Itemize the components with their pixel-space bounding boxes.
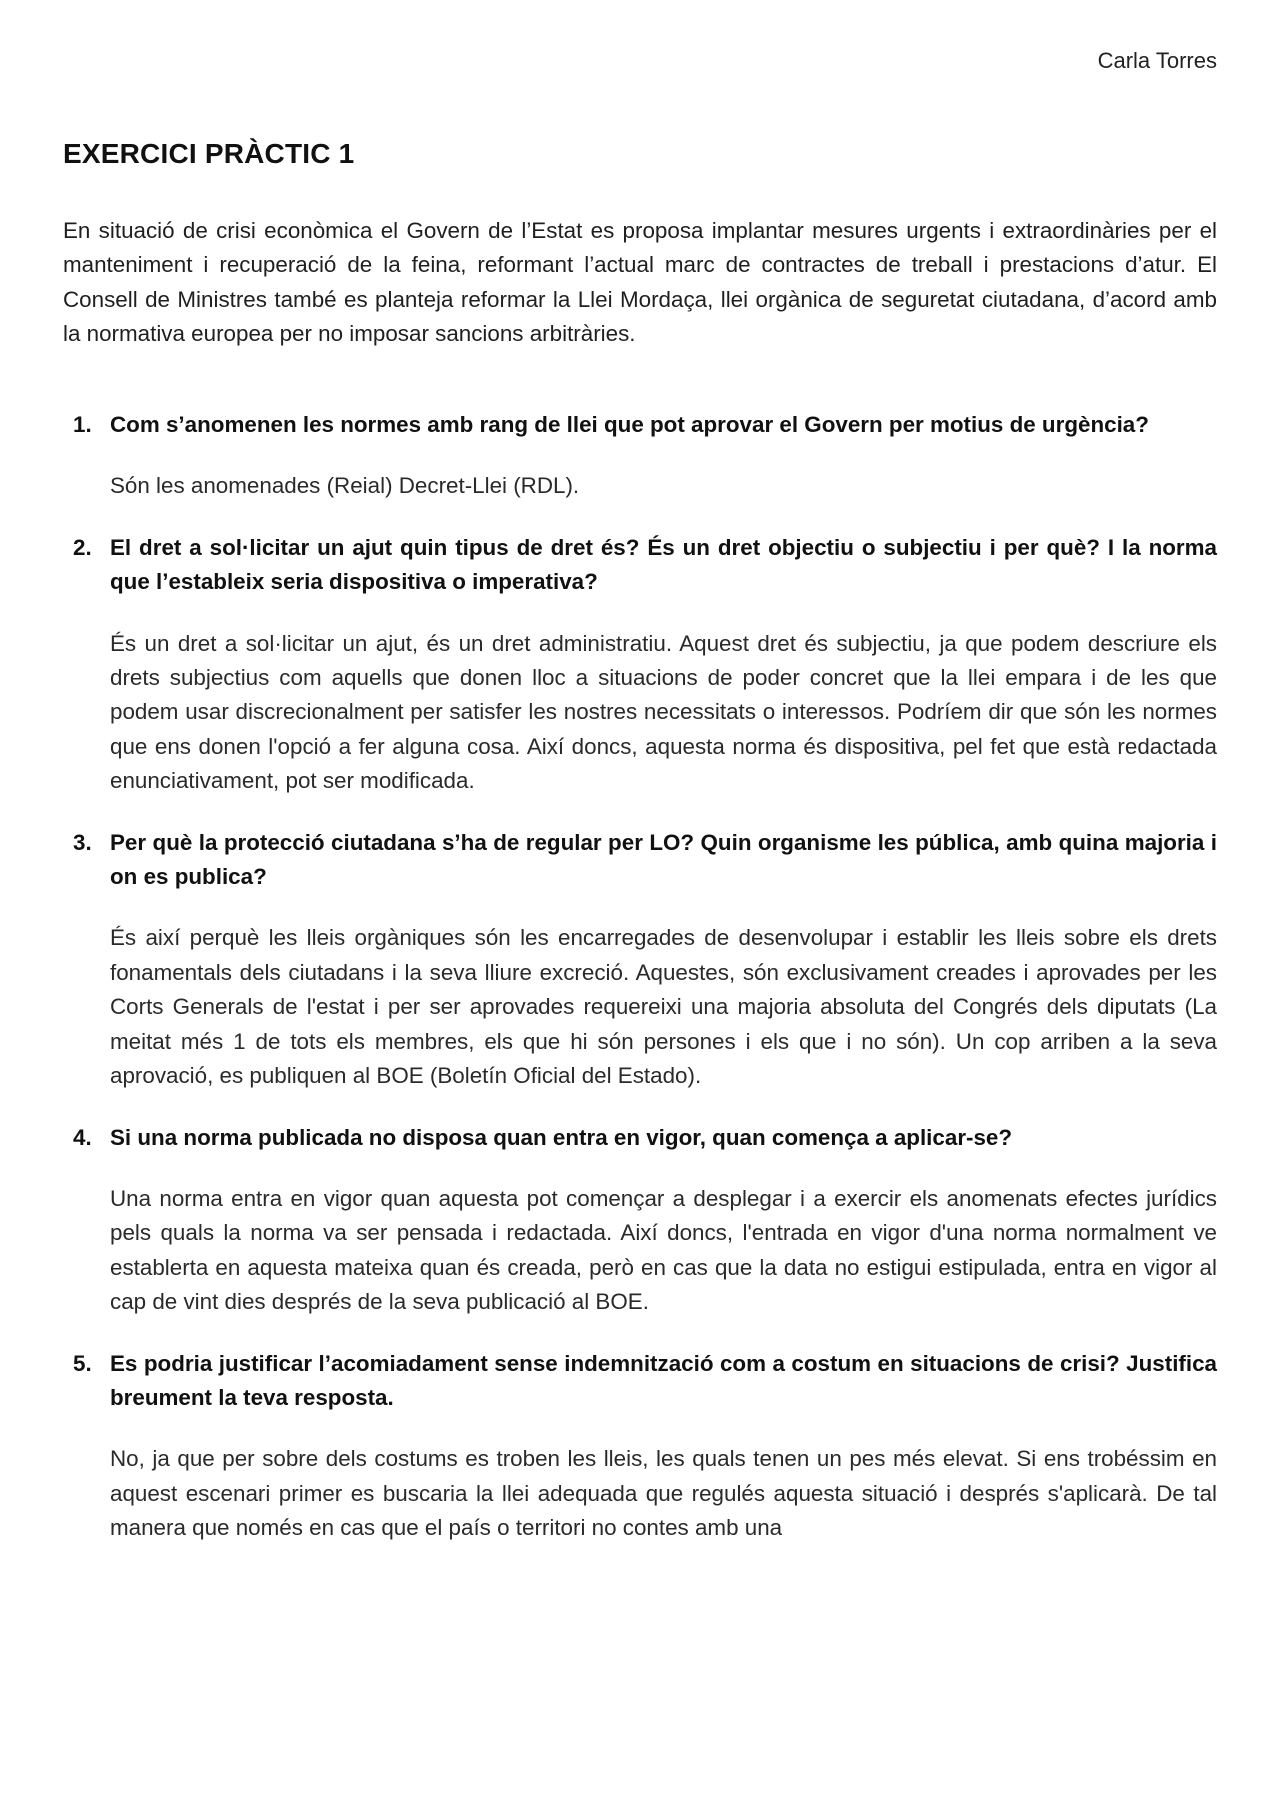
question-text: Si una norma publicada no disposa quan entra en vigor, quan comença a aplicar-se? [110,1124,1013,1150]
answer-text: És així perquè les lleis orgàniques són les encarregades de desenvolupar i establir les lleis sobre els drets fonamentals dels ciutadans i la seva lliure excreció. Aquestes, són exclusivament creades i aprovades per les Corts Generals de l'estat i per ser aprovades requereixi una majoria absoluta del Congrés dels diputats (La meitat més 1 de tots els membres, els que hi són persones i els que i no són). Un cop arriben a la seva aprovació, es publiquen al BOE (Boletín Oficial del Estado). [110,925,1217,1089]
question-number: 2. [73,534,92,560]
question-text: Es podria justificar l’acomiadament sense indemnització com a costum en situacions de crisi? Justifica breument la teva resposta. [110,1350,1217,1410]
question-number: 3. [73,829,92,855]
question-text: El dret a sol·licitar un ajut quin tipus de dret és? És un dret objectiu o subjectiu i per què? I la norma que l’estableix seria dispositiva o imperativa? [110,534,1217,595]
answer-text: Una norma entra en vigor quan aquesta pot començar a desplegar i a exercir els anomenats efectes jurídics pels quals la norma va ser pensada i redactada. Així doncs, l'entrada en vigor d'una norma normalment ve establerta en aquesta mateixa quan és creada, però en cas que la data no estigui estipulada, entra en vigor al cap de vint dies després de la seva publicació al BOE. [110,1185,1217,1315]
answer-text: No, ja que per sobre dels costums es troben les lleis, les quals tenen un pes més elevat. Si ens trobéssim en aquest escenari primer es buscaria la llei adequada que regulés aquesta situació i després s'aplicarà. De tal manera que només en cas que el país o territori no contes amb una [110,1446,1217,1541]
question-text: Com s’anomenen les normes amb rang de llei que pot aprovar el Govern per motius de urgència? [110,412,1149,437]
answer-text: Són les anomenades (Reial) Decret-Llei (RDL). [110,473,580,499]
question-item [63,408,1217,504]
question-item [63,531,1217,799]
question-item [63,826,1217,1094]
answer-text: És un dret a sol·licitar un ajut, és un dret administratiu. Aquest dret és subjectiu, ja que podem descriure els drets subjectius com aquells que donen lloc a situacions de poder concret que la llei empara i de les que podem usar discrecionalment per satisfer les nostres necessitats o interessos. Podríem dir que són les normes que ens donen l'opció a fer alguna cosa. Així doncs, aquesta norma és dispositiva, pel fet que està redactada enunciativament, pot ser modificada. [110,630,1217,794]
question-item [63,1121,1217,1320]
question-number: 4. [73,1124,92,1150]
question-list [63,408,1217,1546]
question-number: 1. [73,412,92,437]
intro-paragraph: En situació de crisi econòmica el Govern de l’Estat es proposa implantar mesures urgents i extraordinàries per el manteniment i recuperació de la feina, reformant l’actual marc de contractes de treball i prestacions d’atur. El Consell de Ministres també es planteja reformar la Llei Mordaça, llei orgànica de seguretat ciutadana, d’acord amb la normativa europea per no imposar sancions arbitràries. [63,218,1217,347]
question-text: Per què la protecció ciutadana s’ha de regular per LO? Quin organisme les pública, amb quina majoria i on es publica? [110,829,1217,890]
question-number: 5. [73,1350,92,1376]
question-item [63,1347,1217,1546]
author-name: Carla Torres [1097,48,1217,73]
document-title: EXERCICI PRÀCTIC 1 [63,138,355,169]
